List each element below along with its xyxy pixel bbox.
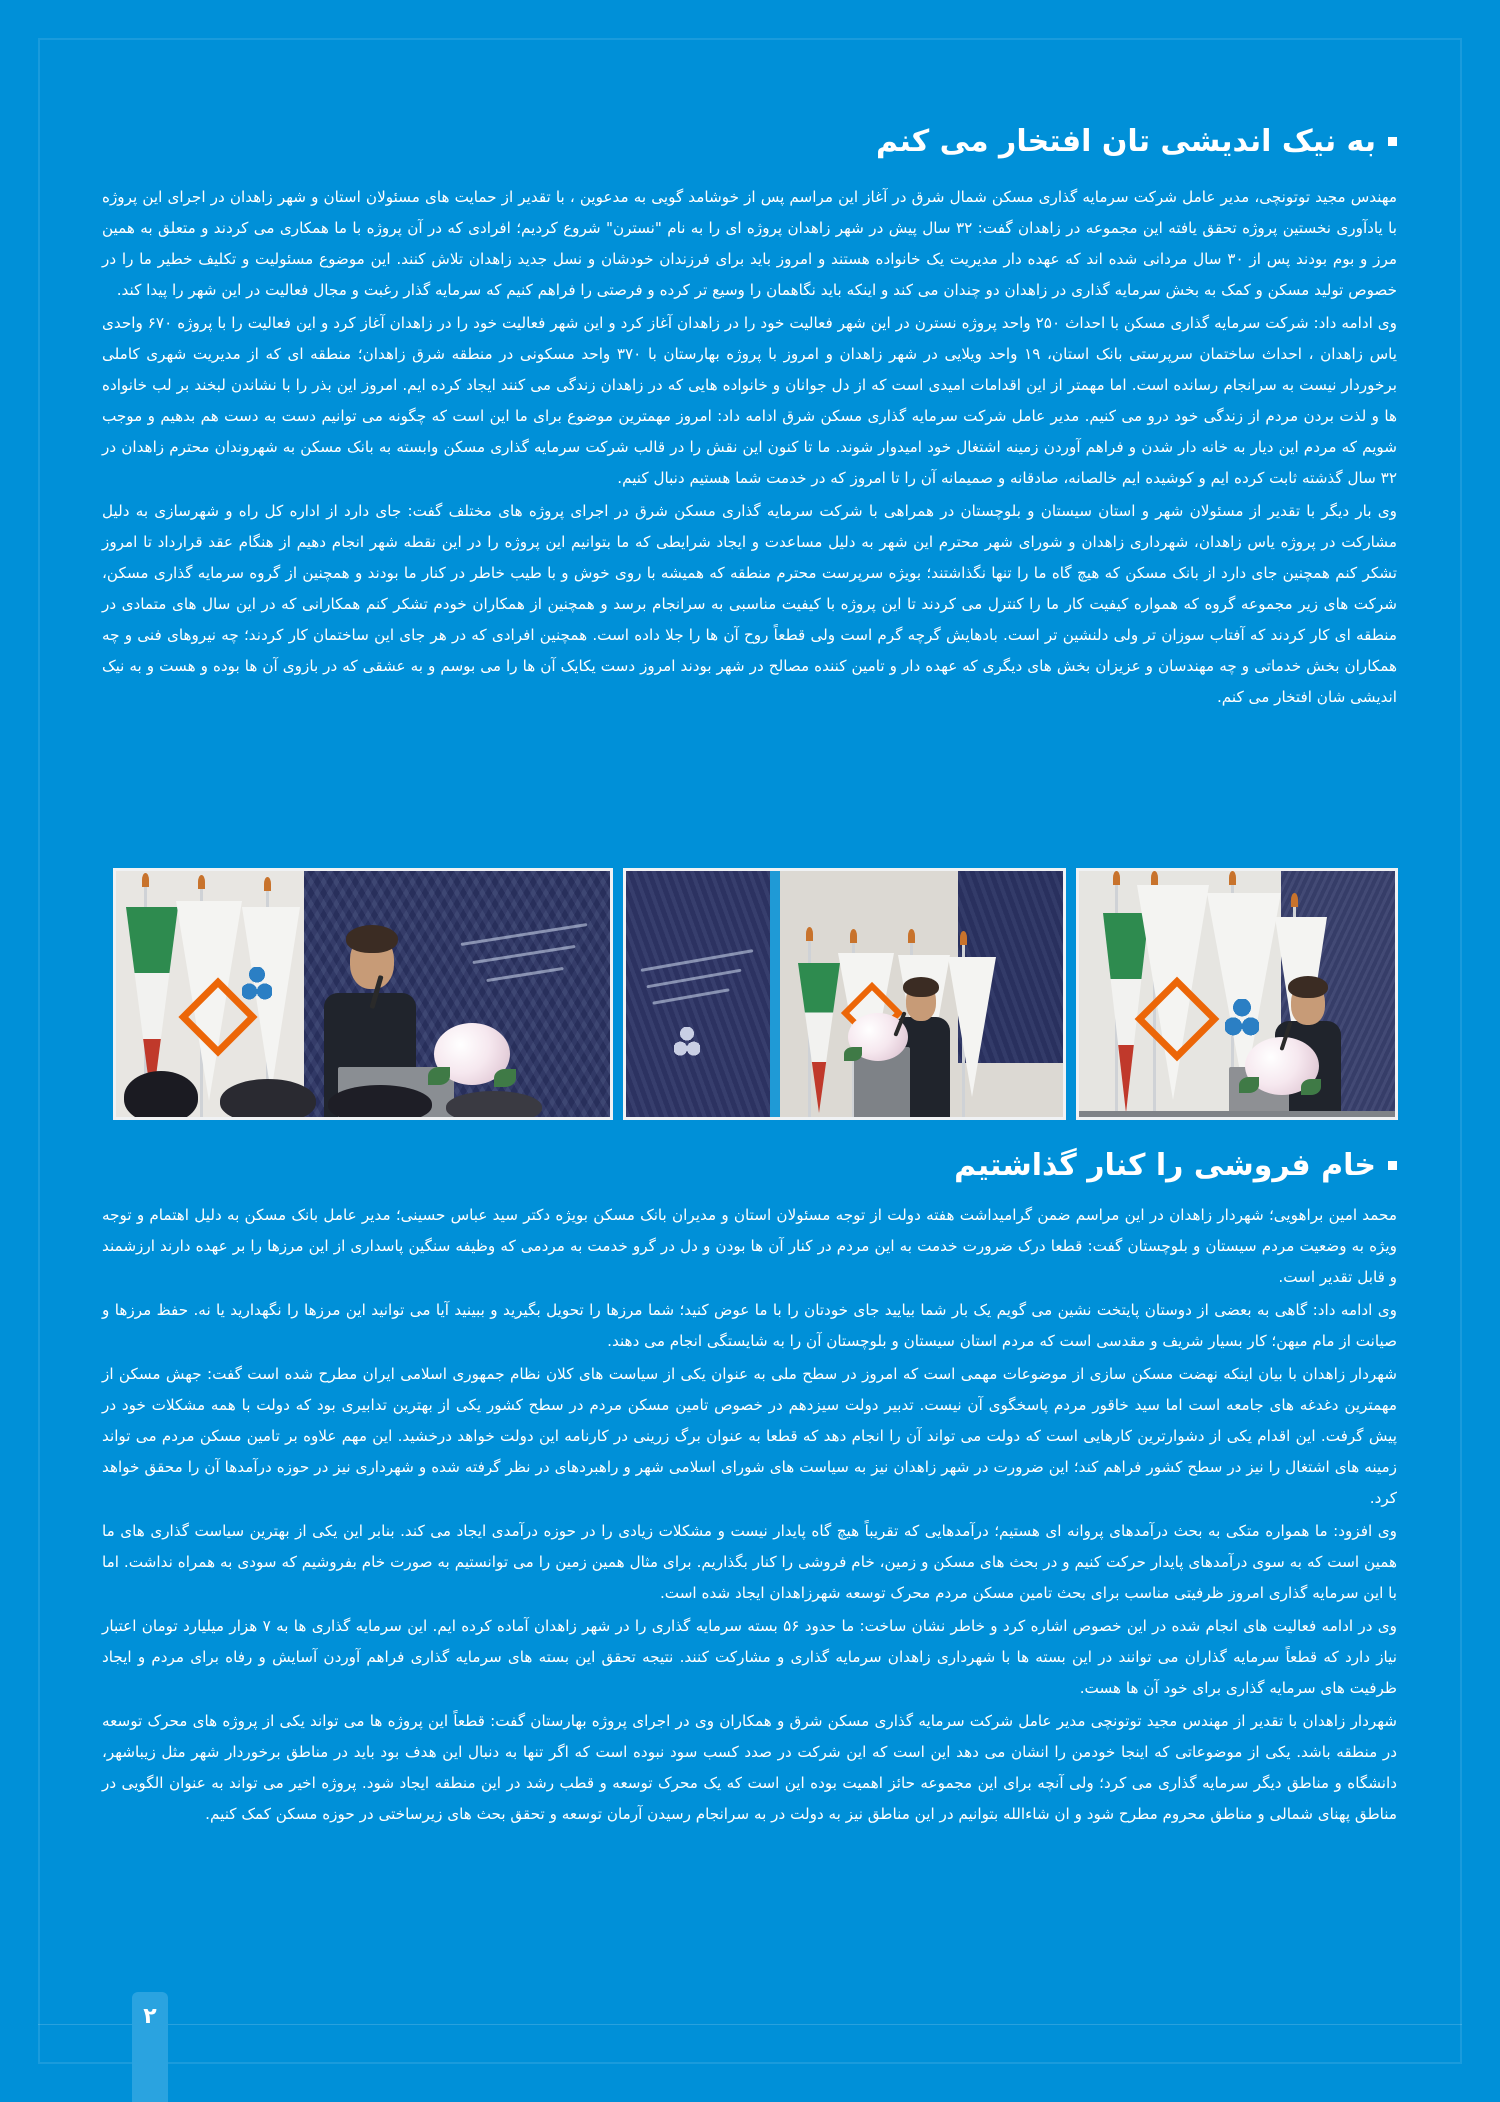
paragraph: مهندس مجید توتونچی، مدیر عامل شرکت سرمایه گذاری مسکن شمال شرق در آغاز این مراسم پس از خوشامد گویی به مدعوین ، با تقدیر از حمایت های مسئولان استان و شهر زاهدان در اجرای این پروژه با یادآوری نخستین پروژه تحقق یافته این مجموعه در زاهدان گفت: ۳۲ سال پیش در شهر زاهدان پروژه ای را به نام "نسترن" شروع کردیم؛ افرادی که در آن پروژه با ما همکاری می کردند و متعلق به همین مرز و بوم بودند پس از ۳۰ سال مردانی شده اند که عهده دار مدیریت یک خانواده هستند و امروز باید برای فرزندان خودشان و نسل جدید زاهدان تلاش کنند. این موضوع مسئولیت و تکلیف خطیر ما را در خصوص تولید مسکن و کمک به بخش سرمایه گذاری در زاهدان دو چندان می کند و اینکه باید نگاهمان را وسیع تر کرده و فرصتی را فراهم کنیم که سرمایه گذار رغبت و مجال فعالیت در این شهر را پیدا کند. <box>102 188 1397 299</box>
photo-3-scene <box>116 871 610 1117</box>
footer-divider <box>38 2024 1462 2025</box>
photo-gallery <box>103 868 1398 1120</box>
paragraph: وی در ادامه فعالیت های انجام شده در این خصوص اشاره کرد و خاطر نشان ساخت: ما حدود ۵۶ بسته سرمایه گذاری را در شهر زاهدان آماده کرده ایم. این سرمایه گذاری ها به ۷ هزار میلیارد تومان اعتبار نیاز دارد که قطعاً سرمایه گذاران می توانند در این بسته ها با شهرداری زاهدان سرمایه گذاری و مشارکت کنند. نتیجه تحقق این بسته های سرمایه گذاری فراهم آوردن آسایش و رفاه برای مردم و ایجاد ظرفیت های سرمایه گذاری برای خود آن ها هست. <box>102 1617 1397 1697</box>
paragraph: شهردار زاهدان با بیان اینکه نهضت مسکن سازی از موضوعات مهمی است که امروز در سطح ملی به عنوان یکی از سیاست های کلان نظام جمهوری اسلامی ایران مطرح شده است گفت: جهش مسکن از مهمترین دغدغه های جامعه است اما سید خاقور مردم پاسخگوی آن نیست. تدبیر دولت سیزدهم در خصوص تامین مسکن مردم در سطح کشور یکی از بهترین تدابیری بود که دولت با همه مشکلات خود در پیش گرفت. این اقدام یکی از دشوارترین کارهایی است که دولت می تواند آن را انجام دهد که قطعا به عنوان برگ زرینی در کارنامه این دولت خواهد درخشید. این مهم علاوه بر تامین مسکن مردم می تواند زمینه های اشتغال را نیز در سطح کشور فراهم کند؛ این ضرورت در شهر زاهدان نیز به سیاست های شورای اسلامی شهر و راهبردهای در نظر گرفته شده و شهرداری نیز در حوزه درآمدها آن را محقق خواهد کرد. <box>102 1365 1397 1507</box>
section-2-body <box>102 1200 1397 1832</box>
paragraph: وی بار دیگر با تقدیر از مسئولان شهر و استان سیستان و بلوچستان در همراهی با شرکت سرمایه گذاری مسکن شرق در اجرای پروژه های مختلف گفت: جای دارد از اداره کل راه و شهرسازی به دلیل مشارکت در پروژه یاس زاهدان، شهرداری زاهدان و شورای شهر محترم این شهر به دلیل مساعدت و ایجاد شرایطی که ما بتوانیم این پروژه را در این نقطه شهر انجام دهیم از هنگام عقد قرارداد تا امروز تشکر کنم همچنین جای دارد از بانک مسکن که هیچ گاه ما را تنها نگذاشتند؛ بویژه سرپرست محترم منطقه که همیشه با روی خوش و با طیب خاطر در کنار ما بودند و همچنین از گروه سرمایه گذاری مسکن، شرکت های زیر مجموعه گروه که همواره کیفیت کار ما را کنترل می کردند تا این پروژه با کیفیت مناسبی به سرانجام برسد و همچنین از همکاران خودم تشکر کنم همکارانی که در این سال های متمادی در منطقه ای کار کردند که آفتاب سوزان تر ولی دلنشین تر است. بادهایش گرچه گرم است ولی قطعاً روح آن ها را جلا داده است. همچنین افرادی که در هر جای این ساختمان کار کردند؛ چه نیروهای فنی و چه همکاران بخش خدماتی و چه مهندسان و عزیزان بخش های دیگری که عهده دار و تامین کننده مصالح در شهر بودند امروز دست یکایک آن ها را می بوسم و به عشقی که در بازوی آن ها بوده و هست و به نیک اندیشی شان افتخار می کنم. <box>102 502 1397 706</box>
photo-2-scene <box>626 871 1063 1117</box>
section-heading-1 <box>876 124 1397 159</box>
photo-3[interactable] <box>113 868 613 1120</box>
paragraph: محمد امین براهویی؛ شهردار زاهدان در این مراسم ضمن گرامیداشت هفته دولت از توجه مسئولان استان و مدیران بانک مسکن بویژه دکتر سید عباس حسینی؛ مدیر عامل بانک مسکن به دلیل اهتمام و توجه ویژه به وضعیت مردم سیستان و بلوچستان گفت: قطعا درک ضرورت خدمت به این مردم در کنار آن ها بودن و دل در گرو خدمت به مردمی که وظیفه سنگین پاسداری از این مرزها را بر عهده دارند ارزشمند و قابل تقدیر است. <box>102 1206 1397 1286</box>
bullet-square-icon <box>1388 137 1397 146</box>
photo-2[interactable] <box>623 868 1066 1120</box>
section-1-body <box>102 182 1397 715</box>
section-heading-2 <box>954 1148 1397 1183</box>
photo-1-scene <box>1079 871 1395 1117</box>
photo-1[interactable] <box>1076 868 1398 1120</box>
paragraph: وی افزود: ما همواره متکی به بحث درآمدهای پروانه ای هستیم؛ درآمدهایی که تقریباً هیچ گاه پایدار نیست و مشکلات زیادی را در حوزه درآمدی ایجاد می کند. بنابر این یکی از بهترین سیاست گذاری های ما همین است که به سوی درآمدهای پایدار حرکت کنیم و در بحث های مسکن و زمین، خام فروشی را کنار بگذاریم. برای مثال همین زمین را می توانستیم به صورت خام بفروشیم که سودی به همراه نداشت. اما با این سرمایه گذاری امروز ظرفیتی مناسب برای بحث تامین مسکن مردم محرک توسعه شهرزاهدان ایجاد شده است. <box>102 1522 1397 1602</box>
paragraph: وی ادامه داد: شرکت سرمایه گذاری مسکن با احداث ۲۵۰ واحد پروژه نسترن در این شهر فعالیت خود را در زاهدان آغاز کرد و این شهر فعالیت خود را در زاهدان آغاز کرد و این فعالیت را با پروژه ۶۷۰ واحدی یاس زاهدان ، احداث ساختمان سرپرستی بانک استان، ۱۹ واحد ویلایی در شهر زاهدان و امروز با پروژه بهارستان با ۳۷۰ واحد مسکونی در منطقه شرق زاهدان؛ منطقه ای که از مدیریت شهری کاملی برخوردار نیست به سرانجام رسانده است. اما مهمتر از این اقدامات امیدی است که از دل جوانان و خانواده هایی که در زاهدان زندگی می کنند ایجاد کرده ایم. امروز این بذر را با نشاندن لبخند بر لب خانواده ها و لذت بردن مردم از زندگی خود درو می کنیم. مدیر عامل شرکت سرمایه گذاری مسکن شرق ادامه داد: امروز مهمترین موضوع برای ما این است که چگونه می توانیم دست به دست هم بدهیم و موجب شویم که مردم این دیار به خانه دار شدن و فراهم آوردن زمینه اشتغال خود امیدوار شوند. ما تا کنون این نقش را در قالب شرکت سرمایه گذاری مسکن وابسته به بانک مسکن به شهروندان محترم زاهدان در ۳۲ سال گذشته ثابت کرده ایم و کوشیده ایم خالصانه، صادقانه و صمیمانه آن را تا امروز که در خدمت شما هستیم دنبال کنیم. <box>102 314 1398 487</box>
bullet-square-icon <box>1388 1161 1397 1170</box>
page-number-tab <box>132 1992 168 2102</box>
page-number: ۲ <box>143 2004 157 2029</box>
paragraph: وی ادامه داد: گاهی به بعضی از دوستان پایتخت نشین می گویم یک بار شما بیایید جای خودتان را با ما عوض کنید؛ شما مرزها را تحویل بگیرید و ببینید آیا می توانید این مرزها را نگهدارید یا نه. حفظ مرزها و صیانت از مام میهن؛ کار بسیار شریف و مقدسی است که مردم استان سیستان و بلوچستان آن را به شایستگی انجام می دهند. <box>102 1301 1397 1350</box>
paragraph: شهردار زاهدان با تقدیر از مهندس مجید توتونچی مدیر عامل شرکت سرمایه گذاری مسکن شرق و همکاران وی در اجرای پروژه بهارستان گفت: قطعاً این پروژه ها می تواند یکی از پروژه های محرک توسعه در منطقه باشد. یکی از موضوعاتی که اینجا خودمن را انشان می دهد این است که این شرکت در صدد کسب سود نبوده است که اگر تنها به دنبال این هدف بود باید در مناطق برخوردار شهر مثل زیباشهر، دانشگاه و مناطق دیگر سرمایه گذاری می کرد؛ ولی آنچه برای این مجموعه حائز اهمیت بوده این است که یک محرک توسعه و قطب رشد در این منطقه ایجاد شود. پروژه اخیر می تواند به عنوان الگویی در مناطق پهنای شمالی و مناطق محروم مطرح شود و ان شاءالله بتوانیم در این مناطق نیز به دولت در به سرانجام رسیدن آرمان توسعه و تحقق بحث های زیرساختی در حوزه مسکن کمک کنیم. <box>102 1712 1397 1823</box>
section-heading-2-text: خام فروشی را کنار گذاشتیم <box>954 1148 1376 1183</box>
section-heading-1-text: به نیک اندیشی تان افتخار می کنم <box>876 124 1376 159</box>
